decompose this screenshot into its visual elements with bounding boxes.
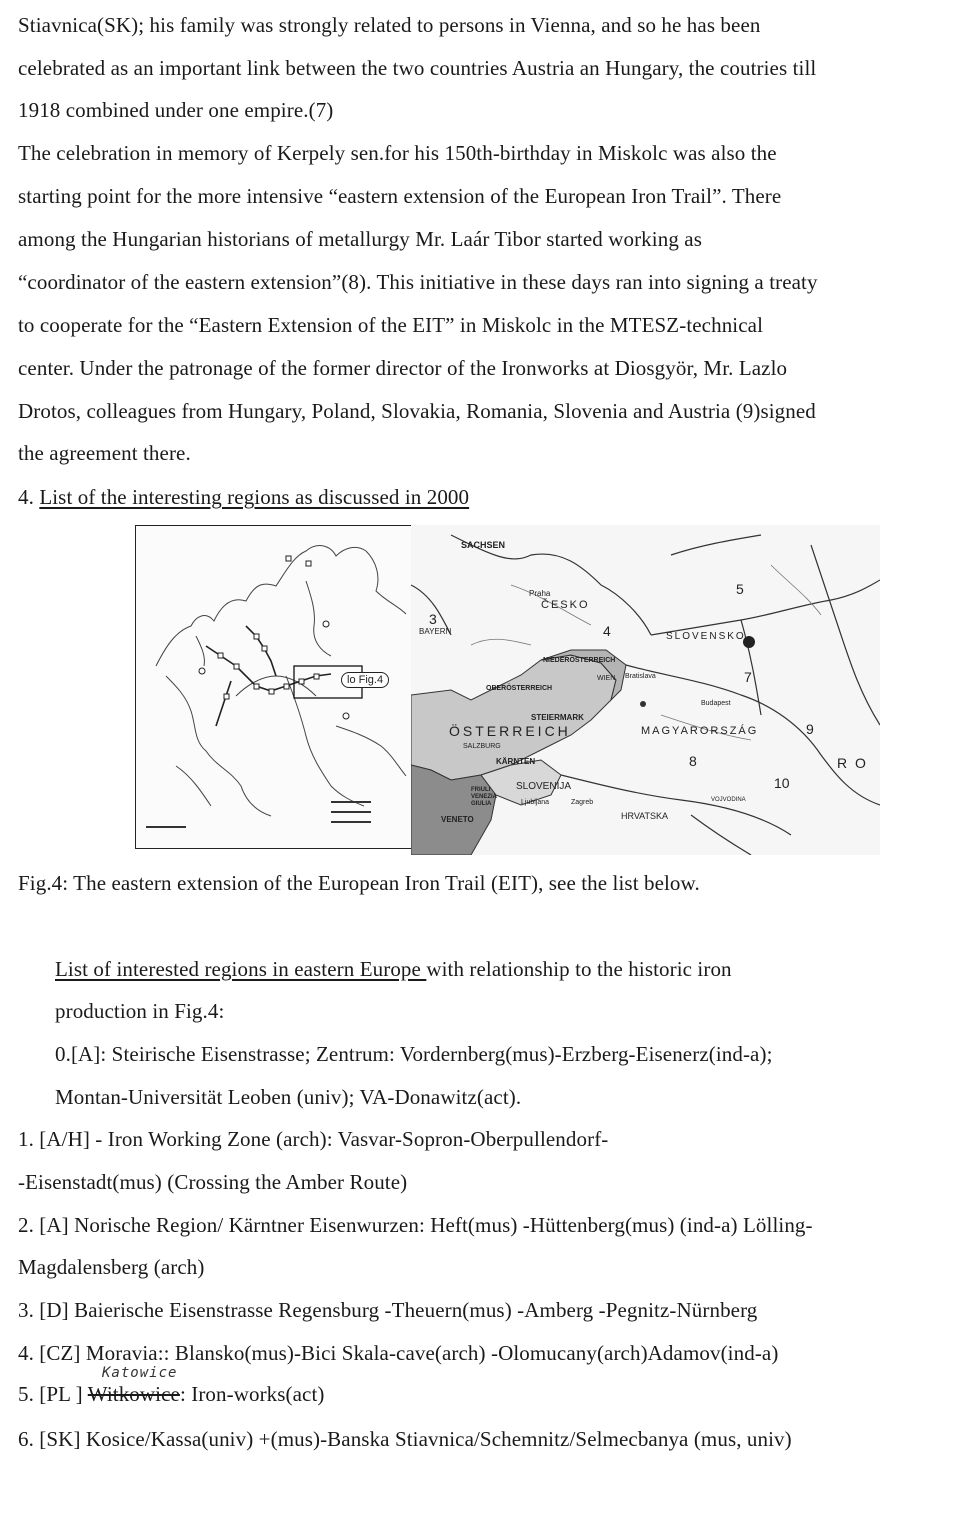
section-title: List of the interesting regions as discussed in 2000 [39,485,470,509]
list-item-rest: : Iron-works(act) [179,1382,325,1406]
list-item: 3. [D] Baierische Eisenstrasse Regensburg -Theuern(mus) -Amberg -Pegnitz-Nürnberg [18,1298,758,1322]
map-label-magyarorszag: MAGYARORSZÁG [641,725,759,737]
text-line: to cooperate for the “Eastern Extension of the EIT” in Miskolc in the MTESZ-technical [18,313,764,337]
text-line: starting point for the more intensive “eastern extension of the European Iron Trail”. There [18,184,782,208]
map-label-hrvatska: HRVATSKA [621,811,669,821]
list-heading-line2: production in Fig.4: [55,999,225,1023]
map-label-ro: R O [837,755,868,771]
europe-overview-map [135,525,412,849]
map-label-oberosterreich: OBERÖSTERREICH [486,685,553,692]
map-label-niederosterreich: NIEDERÖSTERREICH [543,657,616,664]
list-item: 0.[A]: Steirische Eisenstrasse; Zentrum: Vordernberg(mus)-Erzberg-Eisenerz(ind-a); [55,1042,773,1066]
section-heading [18,484,469,510]
text-line: Drotos, colleagues from Hungary, Poland, Slovakia, Romania, Slovenia and Austria (9)signed [18,399,816,423]
list-item-prefix: 5. [PL ] [18,1382,88,1406]
section-number: 4. [18,485,40,509]
figure-caption: Fig.4: The eastern extension of the European Iron Trail (EIT), see the list below. [18,871,700,895]
map-label-steiermark: STEIERMARK [531,713,584,722]
text-line: the agreement there. [18,441,191,465]
handwritten-correction: Katowice [102,1365,178,1381]
text-line: The celebration in memory of Kerpely sen.for his 150th-birthday in Miskolc was also the [18,141,777,165]
text-line: center. Under the patronage of the former director of the Ironworks at Diosgyör, Mr. Lazlo [18,356,788,380]
list-item: 1. [A/H] - Iron Working Zone (arch): Vasvar-Sopron-Oberpullendorf- [18,1127,609,1151]
region-number-3: 3 [429,611,437,627]
map-label-ljubljana: Ljubljana [521,799,550,806]
region-number-4: 4 [603,623,611,639]
region-number-7: 7 [744,669,752,685]
map-label-praha: Praha [529,589,551,598]
text-line: among the Hungarian historians of metallurgy Mr. Laár Tibor started working as [18,227,702,251]
list-heading-underlined: List of interested regions in eastern Europe [55,957,427,981]
region-number-5: 5 [736,581,744,597]
figure-callout: lo Fig.4 [341,672,389,688]
list-heading-rest: with relationship to the historic iron [426,957,732,981]
list-item: 4. [CZ] Moravia:: Blansko(mus)-Bici Skala-cave(arch) -Olomucany(arch)Adamov(ind-a) [18,1341,779,1365]
map-label-wien: WIEN [597,675,616,682]
map-label-budapest: Budapest [701,700,731,707]
list-item: Montan-Universität Leoben (univ); VA-Donawitz(act). [55,1085,522,1109]
map-label-slovenija: SLOVENIJA [516,781,572,792]
list-heading [55,956,732,982]
region-number-8: 8 [689,753,697,769]
list-item: Magdalensberg (arch) [18,1255,205,1279]
region-number-9: 9 [806,721,814,737]
map-label-cesko: ČESKO [541,599,590,611]
list-item: -Eisenstadt(mus) (Crossing the Amber Route) [18,1170,408,1194]
map-label-salzburg: SALZBURG [463,743,501,750]
figure-maps [135,525,880,855]
struck-text: Witkowice [87,1382,180,1406]
map-label-friuli: FRIULI VENEZIA GIULIA [471,787,497,807]
list-item [18,1381,325,1407]
text-line: celebrated as an important link between the two countries Austria an Hungary, the coutries till [18,56,817,80]
map-label-kaernten: KÄRNTEN [496,757,536,766]
map-label-bayern: BAYERN [419,627,452,636]
list-item: 6. [SK] Kosice/Kassa(univ) +(mus)-Banska Stiavnica/Schemnitz/Selmecbanya (mus, univ) [18,1427,792,1451]
map-label-vojvodina: VOJVODINA [711,797,746,803]
list-item: 2. [A] Norische Region/ Kärntner Eisenwurzen: Heft(mus) -Hüttenberg(mus) (ind-a) Lölling- [18,1213,813,1237]
map-label-zagreb: Zagreb [571,799,594,806]
text-line: Stiavnica(SK); his family was strongly related to persons in Vienna, and so he has been [18,13,761,37]
text-line: 1918 combined under one empire.(7) [18,98,334,122]
text-line: “coordinator of the eastern extension”(8). This initiative in these days ran into signing a treaty [18,270,818,294]
map-label-osterreich: ÖSTERREICH [449,723,571,739]
region-number-10: 10 [774,775,790,791]
eastern-extension-map [411,525,880,855]
map-label-sachsen: SACHSEN [461,540,506,550]
map-label-slovensko: SLOVENSKO [666,631,746,642]
map-label-veneto: VENETO [441,815,474,824]
map-label-bratislava: Bratislava [625,673,656,680]
